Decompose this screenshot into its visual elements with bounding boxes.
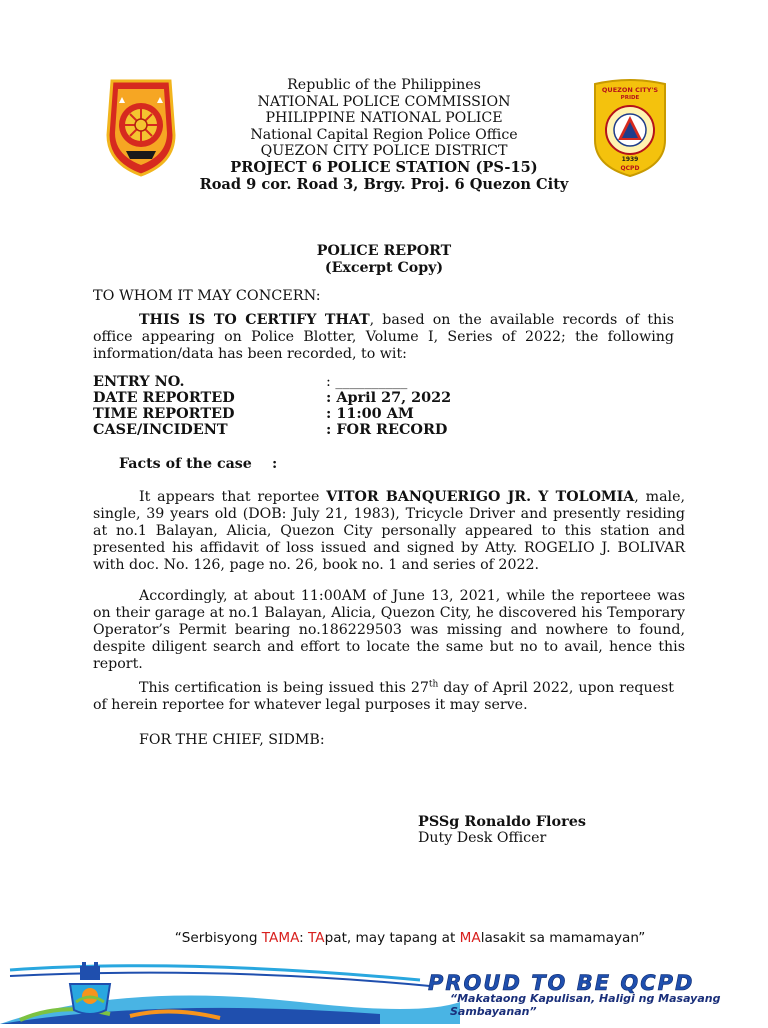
para1-rest: , male, single, 39 years old (DOB: July 21, 1983), Tricycle Driver and presently residing at no.1 Balayan, Alicia, Quezon City personally appeared to this station and presented his affidavit of loss issued and signed by Atty. ROGELIO J. BOLIVAR with doc. No. 126, page no. 26, book no. 1 and series of 2022.: [93, 489, 685, 574]
slogan-part: pat, may tapang at: [324, 930, 460, 946]
slogan-ta: TA: [308, 930, 325, 946]
para1-lead: It appears that reportee: [139, 489, 327, 505]
field-value: : 11:00 AM: [326, 405, 414, 422]
city-emblem-icon: [62, 962, 118, 1018]
para3-rest: day of April 2022, upon request of herein reportee for whatever legal purposes it may serve.: [93, 680, 674, 714]
header-station: PROJECT 6 POLICE STATION (PS-15): [230, 159, 538, 176]
for-the-chief: FOR THE CHIEF, SIDMB:: [139, 732, 325, 748]
slogan-part: :: [299, 930, 309, 946]
badge-top-text: QUEZON CITY'S: [601, 86, 659, 94]
certify-lead: THIS IS TO CERTIFY THAT: [139, 312, 370, 328]
facts-paragraph-2: Accordingly, at about 11:00AM of June 13, 2021, while the reporteee was on their garage at no.1 Balayan, Alicia, Quezon City, he discovered his Temporary Operator’s Permit bearing no.186229503 was missing and nowhere to found, despite diligent search and effort to locate the same but no to avail, hence this report.: [93, 588, 685, 673]
certification-paragraph: [93, 680, 674, 714]
facts-colon: :: [272, 456, 278, 472]
badge-bottom-text: QCPD: [620, 165, 640, 172]
facts-label: Facts of the case: [119, 456, 252, 472]
signatory-title: Duty Desk Officer: [418, 830, 547, 846]
badge-pride-text: PRIDE: [620, 95, 640, 101]
report-title: POLICE REPORT: [316, 243, 452, 259]
field-case-incident: [93, 422, 447, 439]
header-pnp: PHILIPPINE NATIONAL POLICE: [265, 110, 503, 126]
certify-rest: , based on the available records of this office appearing on Police Blotter, Volume I, Series of 2022; the following information/data has been recorded, to wit:: [93, 312, 674, 363]
footer-tagline: “Makataong Kapulisan, Haligi ng Masayang Sambayanan”: [450, 992, 721, 1018]
header-napolcom: NATIONAL POLICE COMMISSION: [257, 94, 511, 110]
slogan-ma: MA: [459, 930, 481, 946]
field-value: : April 27, 2022: [326, 389, 452, 406]
signatory-name: PSSg Ronaldo Flores: [418, 813, 586, 830]
field-value: : __________: [326, 374, 408, 390]
header-ncrpo: National Capital Region Police Office: [250, 127, 518, 143]
field-label: TIME REPORTED: [93, 405, 235, 422]
header-qcpd: QUEZON CITY POLICE DISTRICT: [260, 143, 508, 159]
slogan-part: “Serbisyong: [174, 930, 262, 946]
header-republic: Republic of the Philippines: [287, 77, 481, 93]
para3-sup: th: [428, 679, 439, 690]
badge-year-text: 1939: [621, 156, 639, 163]
field-label: CASE/INCIDENT: [93, 421, 228, 438]
header-address: Road 9 cor. Road 3, Brgy. Proj. 6 Quezon City: [199, 176, 569, 193]
facts-paragraph-1: [93, 489, 685, 574]
para3-lead: This certification is being issued this 27: [139, 680, 429, 696]
slogan-tama: TAMA: [261, 930, 300, 946]
report-subtitle: (Excerpt Copy): [324, 260, 444, 276]
field-label: ENTRY NO.: [93, 373, 185, 390]
reportee-name: VITOR BANQUERIGO JR. Y TOLOMIA: [326, 489, 635, 505]
slogan: [0, 930, 768, 946]
field-value: : FOR RECORD: [326, 421, 448, 438]
salutation: TO WHOM IT MAY CONCERN:: [93, 288, 321, 304]
certify-paragraph: [93, 312, 674, 363]
field-label: DATE REPORTED: [93, 389, 235, 406]
proud-to-be-qcpd: PROUD TO BE QCPD: [428, 971, 695, 995]
slogan-part: lasakit sa mamamayan”: [480, 930, 646, 946]
